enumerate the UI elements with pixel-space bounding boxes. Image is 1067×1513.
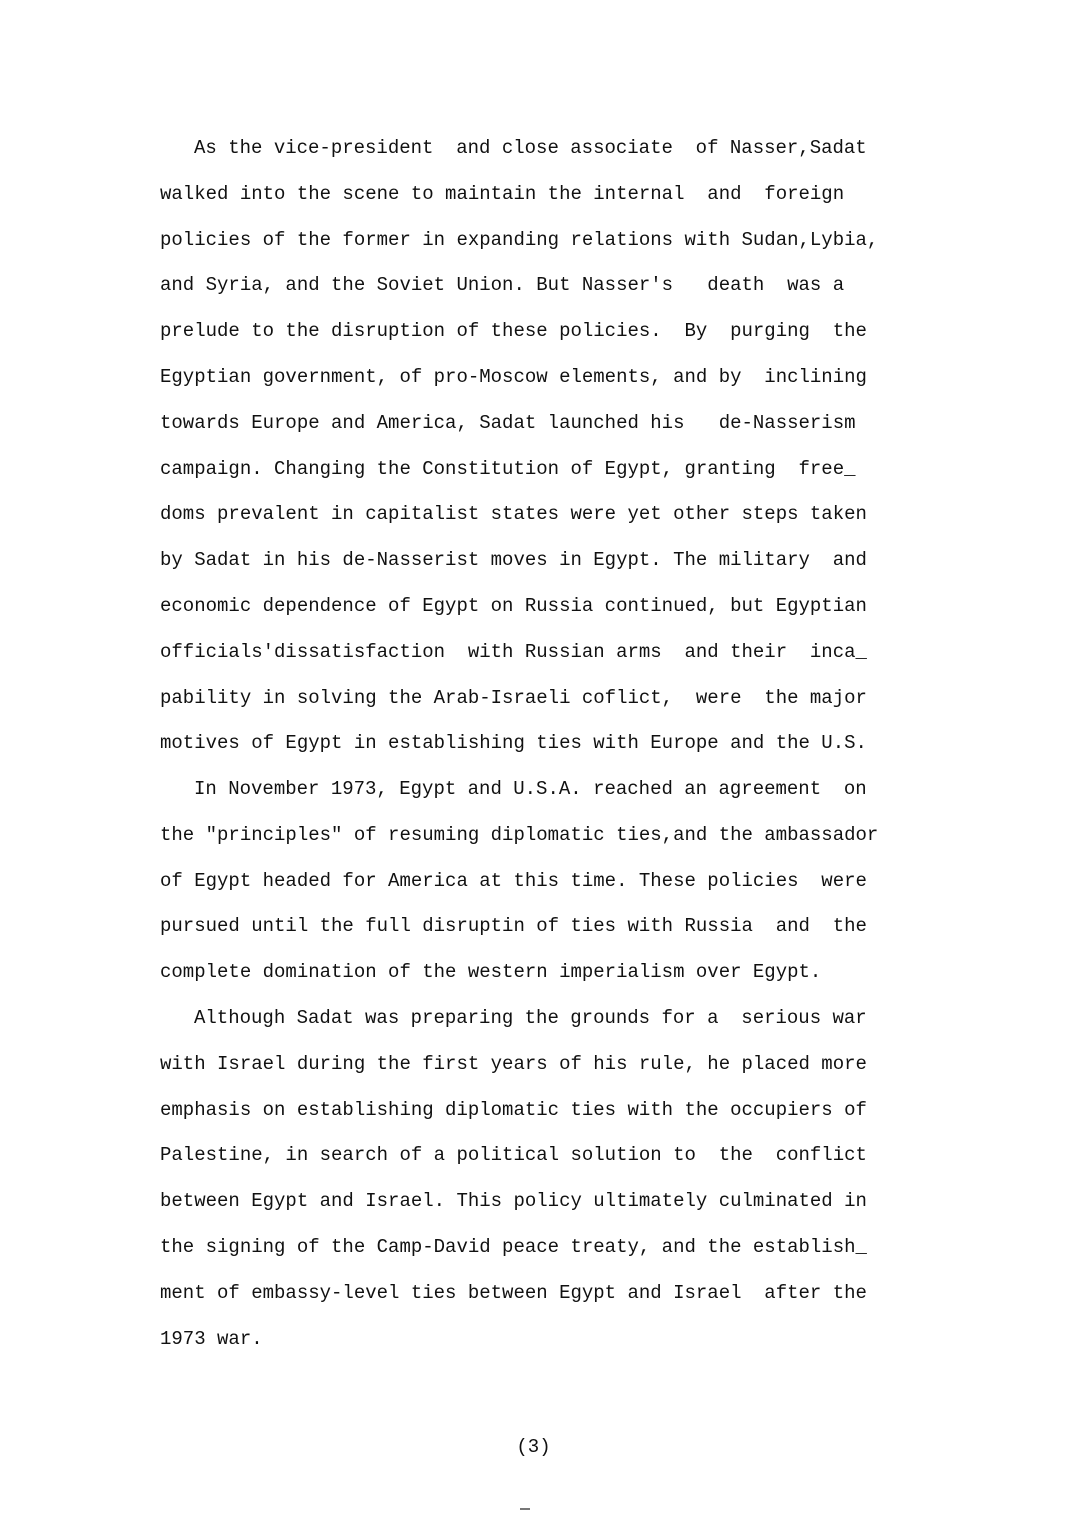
text-line: officials'dissatisfaction with Russian arms and their inca_ [160,640,867,663]
text-line: economic dependence of Egypt on Russia continued, but Egyptian [160,594,867,617]
text-line: motives of Egypt in establishing ties with Europe and the U.S. [160,732,867,755]
text-line: the signing of the Camp-David peace treaty, and the establish_ [160,1235,867,1258]
text-line: between Egypt and Israel. This policy ultimately culminated in [160,1190,867,1213]
text-line: emphasis on establishing diplomatic ties with the occupiers of [160,1098,867,1121]
text-line: and Syria, and the Soviet Union. But Nasser's death was a [160,274,845,297]
paragraph-1 [160,126,880,767]
scan-artifact-mark [520,1508,530,1510]
text-line: ment of embassy-level ties between Egypt and Israel after the [160,1281,867,1304]
paragraph-3 [160,996,880,1362]
text-line: walked into the scene to maintain the internal and foreign [160,182,845,205]
text-line: pursued until the full disruptin of ties with Russia and the [160,915,867,938]
paragraph-2 [160,767,880,996]
text-line: As the vice-president and close associate of Nasser,Sadat [194,137,867,159]
page-number: (3) [516,1436,551,1458]
text-line: campaign. Changing the Constitution of Egypt, granting free_ [160,457,856,480]
text-line: of Egypt headed for America at this time. These policies were [160,869,867,892]
text-line: 1973 war. [160,1327,263,1350]
text-line: Palestine, in search of a political solution to the conflict [160,1144,867,1167]
text-line: prelude to the disruption of these policies. By purging the [160,320,867,343]
text-line: Although Sadat was preparing the grounds for a serious war [194,1007,867,1029]
text-line: towards Europe and America, Sadat launched his de-Nasserism [160,411,856,434]
text-line: In November 1973, Egypt and U.S.A. reached an agreement on [194,778,867,800]
text-line: the "principles" of resuming diplomatic ties,and the ambassador [160,823,879,846]
text-line: Egyptian government, of pro-Moscow elements, and by inclining [160,365,867,388]
text-line: policies of the former in expanding relations with Sudan,Lybia, [160,228,879,251]
text-line: complete domination of the western imperialism over Egypt. [160,961,822,984]
text-line: by Sadat in his de-Nasserist moves in Egypt. The military and [160,549,867,572]
text-line: with Israel during the first years of his rule, he placed more [160,1052,867,1075]
text-line: pability in solving the Arab-Israeli coflict, were the major [160,686,867,709]
text-line: doms prevalent in capitalist states were yet other steps taken [160,503,867,526]
